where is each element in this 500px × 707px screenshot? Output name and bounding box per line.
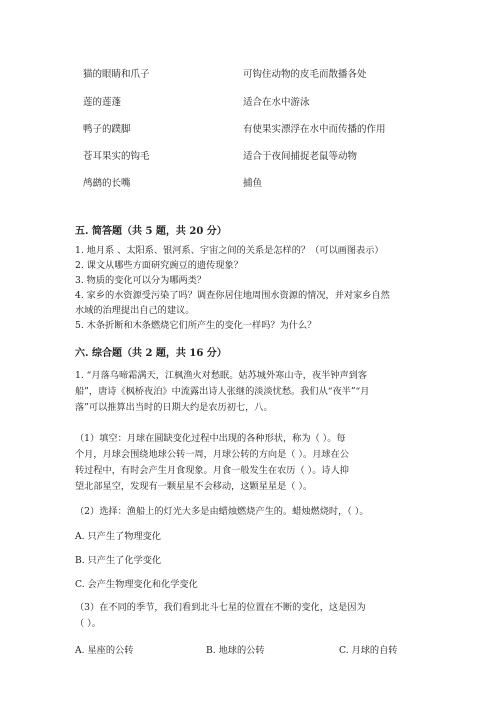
question-line: 1. “月落乌啼霜满天，江枫渔火对愁眠。姑苏城外寒山寺，夜半钟声到客	[75, 370, 368, 381]
question-line: 2. 课文从哪些方面研究豌豆的遗传现象？	[75, 260, 243, 271]
matching-right-item: 适合在水中游泳	[243, 97, 310, 108]
answer-option: A. 只产生了物理变化	[75, 531, 161, 542]
answer-option: C. 月球的自转	[339, 645, 398, 656]
question-line: 3. 物质的变化可以分为哪两类？	[75, 275, 207, 286]
matching-row	[0, 66, 500, 80]
question-line: 船”，唐诗《枫桥夜泊》中流露出诗人张继的淡淡忧愁。我们从“夜半”“月	[75, 386, 370, 397]
question-line: 望北部星空，发现有一颗星星不会移动，这颗星星是（ ）。	[75, 481, 313, 492]
matching-right-item: 适合于夜间捕捉老鼠等动物	[243, 151, 358, 162]
answer-option: B. 地球的公转	[206, 645, 265, 656]
section-title-comprehensive: 六. 综合题（共 2 题，共 16 分）	[75, 348, 227, 359]
matching-left-item: 苍耳果实的钩毛	[83, 151, 150, 162]
matching-row	[0, 121, 500, 135]
question-line: 个月，月球会围绕地球公转一周，月球公转的方向是（ ）。月球在公	[75, 449, 349, 460]
matching-left-item: 莲的莲蓬	[83, 97, 122, 108]
matching-right-item: 有使果实漂浮在水中而传播的作用	[243, 124, 386, 135]
matching-row	[0, 94, 500, 108]
answer-option: B. 只产生了化学变化	[75, 555, 162, 566]
question-line: 转过程中，有时会产生月食现象。月食一般发生在农历（ ）。诗人抑	[75, 465, 349, 476]
matching-row	[0, 148, 500, 162]
question-line: （1）填空：月球在圆缺变化过程中出现的各种形状，称为（ ）。每	[75, 433, 346, 444]
answer-option: A. 星座的公转	[75, 645, 134, 656]
question-line: （3）在不同的季节，我们看到北斗七星的位置在不断的变化，这是因为	[75, 602, 366, 613]
section-title-short-answer: 五. 简答题（共 5 题，共 20 分）	[75, 226, 227, 237]
question-line: 水域的治理提出自己的建议。	[75, 305, 195, 316]
question-line: 4. 家乡的水资源受污染了吗？调查你居住地周围水资源的情况，并对家乡自然	[75, 290, 390, 301]
question-line: （ ）。	[75, 618, 101, 629]
answer-option: C. 会产生物理变化和化学变化	[75, 579, 198, 590]
matching-left-item: 鸭子的蹼脚	[83, 124, 131, 135]
question-line: （2）选择：渔船上的灯光大多是由蜡烛燃烧产生的。蜡烛燃烧时，（ ）。	[75, 506, 369, 517]
matching-left-item: 猫的眼睛和爪子	[83, 69, 150, 80]
question-line: 1. 地月系 、太阳系、银河系、宇宙之间的关系是怎样的？（可以画图表示）	[75, 245, 384, 256]
matching-row	[0, 175, 500, 189]
question-line: 5. 木条折断和木条燃烧它们所产生的变化一样吗？为什么？	[75, 320, 317, 331]
matching-right-item: 捕鱼	[243, 178, 263, 189]
matching-left-item: 鸬鹚的长嘴	[83, 178, 131, 189]
question-line: 落”可以推算出当时的日期大约是农历初七，八。	[75, 402, 273, 413]
matching-right-item: 可钩住动物的皮毛而散播各处	[243, 69, 367, 80]
